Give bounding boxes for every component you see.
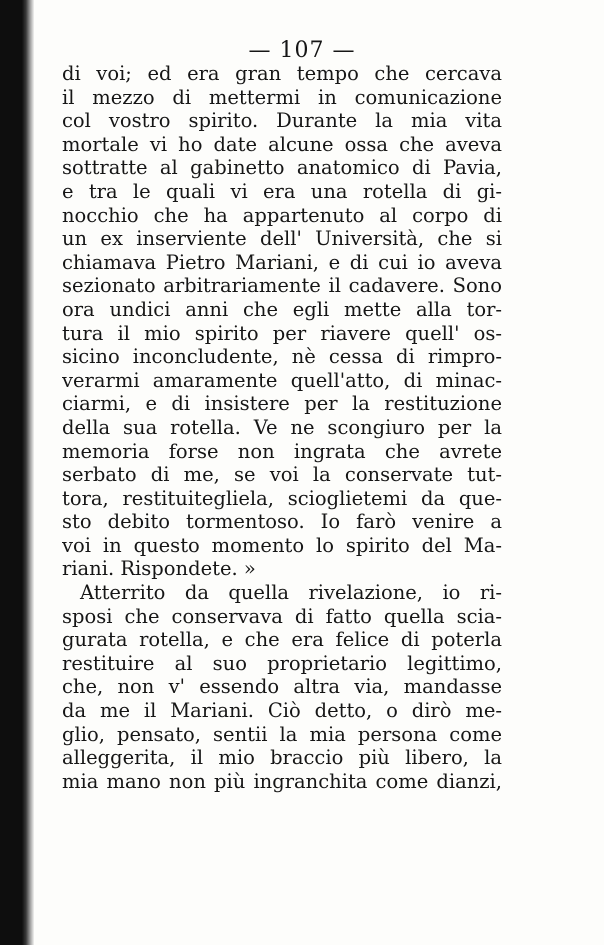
text-line: della sua rotella. Ve ne scongiuro per la <box>62 415 502 439</box>
page-binding-shadow <box>0 0 34 945</box>
text-line: mortale vi ho date alcune ossa che aveva <box>62 132 502 156</box>
text-line: nocchio che ha appartenuto al corpo di <box>62 203 502 227</box>
text-line: di voi; ed era gran tempo che cercava <box>62 62 502 85</box>
text-line: gurata rotella, e che era felice di poterla <box>62 628 502 652</box>
text-line: sposi che conservava di fatto quella scia- <box>62 604 502 628</box>
text-line: il mezzo di mettermi in comunicazione <box>62 85 502 109</box>
text-line: glio, pensato, sentii la mia persona come <box>62 722 502 746</box>
text-line: serbato di me, se voi la conservate tut- <box>62 463 502 487</box>
text-line: tora, restituitegliela, scioglietemi da que- <box>62 486 502 510</box>
text-line: chiamava Pietro Mariani, e di cui io aveva <box>62 250 502 274</box>
text-line: mia mano non più ingranchita come dianzi, <box>62 769 502 793</box>
text-line: alleggerita, il mio braccio più libero, la <box>62 746 502 770</box>
text-line: riani. Rispondete. » <box>62 557 256 581</box>
text-line: verarmi amaramente quell'atto, di minac- <box>62 368 502 392</box>
text-line: sicino inconcludente, nè cessa di rimpro- <box>62 345 502 369</box>
page-number: — 107 — <box>248 38 356 63</box>
text-line: ora undici anni che egli mette alla tor- <box>62 297 502 321</box>
text-line: restituire al suo proprietario legittimo, <box>62 651 502 675</box>
text-line: memoria forse non ingrata che avrete <box>62 439 502 463</box>
text-line: Atterrito da quella rivelazione, io ri- <box>80 581 502 605</box>
text-line: tura il mio spirito per riavere quell' os- <box>62 321 502 345</box>
body-text <box>62 62 502 793</box>
text-line: che, non v' essendo altra via, mandasse <box>62 675 502 699</box>
text-line: e tra le quali vi era una rotella di gi- <box>62 179 502 203</box>
text-line: un ex inserviente dell' Università, che si <box>62 227 502 251</box>
text-line: ciarmi, e di insistere per la restituzione <box>62 392 502 416</box>
text-line: col vostro spirito. Durante la mia vita <box>62 109 502 133</box>
text-line: sto debito tormentoso. Io farò venire a <box>62 510 502 534</box>
text-line: da me il Mariani. Ciò detto, o dirò me- <box>62 699 502 723</box>
text-line: voi in questo momento lo spirito del Ma- <box>62 533 502 557</box>
text-line: sezionato arbitrariamente il cadavere. Sono <box>62 274 502 298</box>
text-line: sottratte al gabinetto anatomico di Pavia, <box>62 156 502 180</box>
